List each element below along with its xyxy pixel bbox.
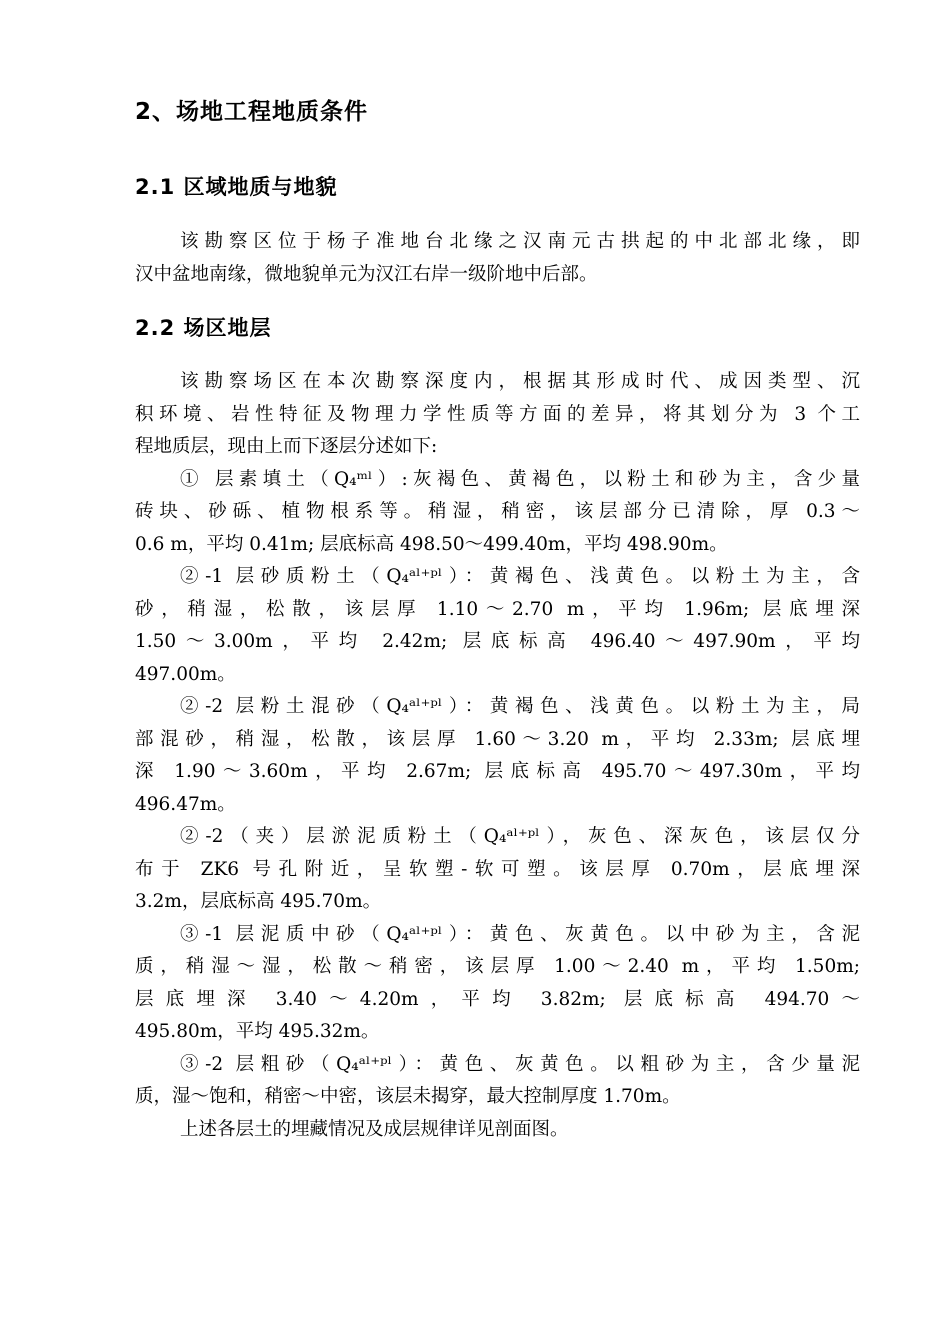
text-line: 布于 ZK6 号孔附近，呈软塑-软可塑。该层厚 0.70m，层底埋深 (135, 858, 860, 880)
text-line: 质，湿～饱和，稍密～中密，该层未揭穿，最大控制厚度 1.70m。 (135, 1086, 681, 1107)
text-line: 积环境、岩性特征及物理力学性质等方面的差异，将其划分为 3 个工 (135, 403, 860, 425)
paragraph-regional-geology (135, 226, 860, 291)
text-line: 砂，稍湿，松散，该层厚 1.10～2.70 m，平均 1.96m; 层底埋深 (135, 598, 860, 620)
text-line: 砖块、砂砾、植物根系等。稍湿，稍密，该层部分已清除，厚 0.3～ (135, 501, 860, 522)
paragraph-site-strata (135, 366, 860, 1146)
text-line: 497.00m。 (135, 663, 236, 685)
text-line: 496.47m。 (135, 793, 236, 815)
text-line: 层底埋深 3.40～4.20m，平均 3.82m; 层底标高 494.70～ (135, 988, 860, 1010)
text-line: 深 1.90～3.60m，平均 2.67m; 层底标高 495.70～497.30m，平均 (135, 761, 860, 782)
text-line: 程地质层，现由上而下逐层分述如下: (135, 436, 438, 457)
text-line: ③-1 层泥质中砂（Q₄ᵃˡ⁺ᵖˡ）：黄色、灰黄色。以中砂为主，含泥 (180, 923, 860, 945)
text-line: 0.6 m，平均 0.41m; 层底标高 498.50～499.40m，平均 498.90m。 (135, 533, 728, 555)
text-line: 1.50～3.00m，平均 2.42m; 层底标高 496.40～497.90m，平均 (135, 631, 860, 652)
text-line: 3.2m，层底标高 495.70m。 (135, 891, 382, 912)
text-line: 上述各层土的埋藏情况及成层规律详见剖面图。 (180, 1118, 569, 1140)
text-line: ②-2 层粉土混砂（Q₄ᵃˡ⁺ᵖˡ）：黄褐色、浅黄色。以粉土为主，局 (180, 696, 860, 717)
section-heading-main: 2、场地工程地质条件 (135, 99, 369, 125)
text-line: 质，稍湿～湿，松散～稍密，该层厚 1.00～2.40 m，平均 1.50m; (135, 956, 860, 977)
section-heading-2-1: 2.1 区域地质与地貌 (135, 175, 338, 199)
text-line: ③-2 层粗砂（Q₄ᵃˡ⁺ᵖˡ）：黄色、灰黄色。以粗砂为主，含少量泥 (180, 1053, 860, 1075)
section-heading-2-2: 2.2 场区地层 (135, 316, 272, 340)
text-line: 该勘察场区在本次勘察深度内，根据其形成时代、成因类型、沉 (180, 371, 860, 392)
text-line: 该勘察区位于杨子准地台北缘之汉南元古拱起的中北部北缘，即 (180, 231, 860, 252)
text-line: ②-1 层砂质粉土（Q₄ᵃˡ⁺ᵖˡ）：黄褐色、浅黄色。以粉土为主，含 (180, 566, 860, 587)
text-line: ②-2（夹）层淤泥质粉土（Q₄ᵃˡ⁺ᵖˡ），灰色、深灰色，该层仅分 (180, 826, 860, 847)
text-line: 部混砂，稍湿，松散，该层厚 1.60～3.20 m，平均 2.33m; 层底埋 (135, 728, 860, 750)
text-line: 汉中盆地南缘，微地貌单元为汉江右岸一级阶地中后部。 (135, 263, 598, 285)
text-line: ① 层素填土（Q₄ᵐˡ）:灰褐色、黄褐色，以粉土和砂为主，含少量 (180, 468, 860, 490)
text-line: 495.80m，平均 495.32m。 (135, 1021, 380, 1042)
